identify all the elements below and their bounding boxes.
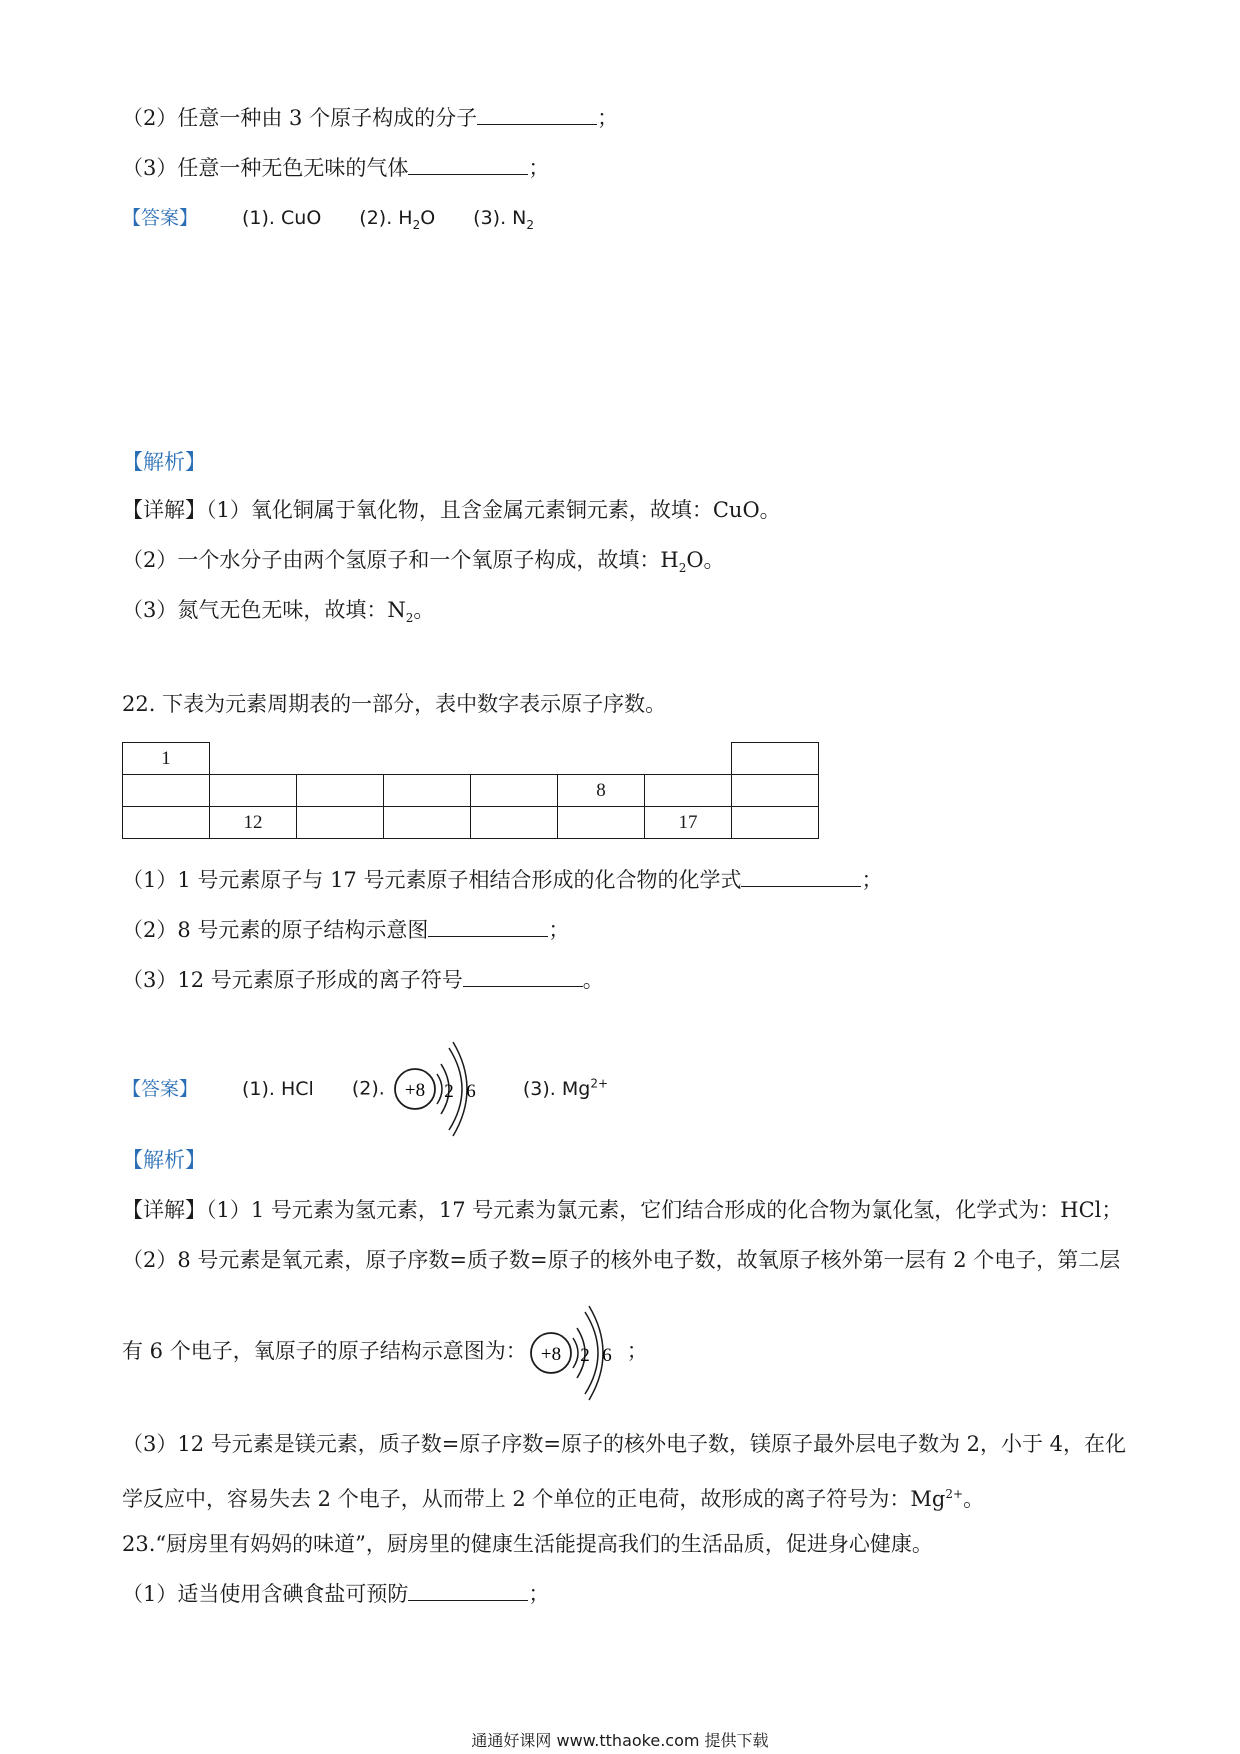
table-cell	[732, 775, 819, 807]
answer-blank[interactable]	[428, 916, 548, 937]
q22-part2: （2）8 号元素的原子结构示意图 ；	[122, 918, 570, 942]
table-cell	[384, 775, 471, 807]
q23-title: 23.“厨房里有妈妈的味道”，厨房里的健康生活能提高我们的生活品质，促进身心健康。	[122, 1532, 933, 1556]
q22-answer-3: (3). $Mg^{2+}$	[522, 1076, 609, 1100]
q21-answer	[122, 204, 572, 239]
q22-detail-1: 【详解】（1）1 号元素为氢元素，17 号元素为氯元素，它们结合形成的化合物为氯化氢，化学式为：HCl；	[122, 1198, 1123, 1222]
q23-part1: （1）适当使用含碘食盐可预防 ；	[122, 1582, 550, 1606]
table-cell	[471, 775, 558, 807]
answer-blank[interactable]	[463, 966, 583, 987]
q21-answer-2: (2). $H_2O$	[359, 207, 436, 232]
q22-answer-1: (1). HCl	[242, 1077, 314, 1100]
q21-part3-text: （3）任意一种无色无味的气体	[122, 156, 409, 180]
page-footer: 通通好课网 www.tthaoke.com 提供下载	[471, 1731, 769, 1750]
table-cell	[123, 807, 210, 839]
table-cell	[732, 807, 819, 839]
table-cell: 17	[645, 807, 732, 839]
atom-nucleus: +8	[540, 1343, 561, 1365]
atom-shell-2: 6	[466, 1081, 476, 1102]
answer-blank[interactable]	[408, 154, 528, 175]
atom-shell-2: 6	[601, 1344, 612, 1366]
atom-shell-1: 2	[579, 1344, 590, 1366]
answer-blank[interactable]	[741, 866, 861, 887]
oxygen-atom-diagram-icon	[391, 1034, 491, 1144]
detail-tag: 【详解】	[122, 1198, 206, 1222]
table-cell	[297, 807, 384, 839]
table-cell: 1	[123, 743, 210, 775]
q22-part3: （3）12 号元素原子形成的离子符号 。	[122, 968, 604, 992]
q21-detail-1: 【详解】（1）氧化铜属于氧化物，且含金属元素铜元素，故填：CuO。	[122, 498, 781, 522]
answer-tag: 【答案】	[122, 207, 199, 229]
q22-answer	[122, 1034, 608, 1144]
table-cell	[471, 743, 558, 775]
table-cell	[732, 743, 819, 775]
atom-nucleus: +8	[404, 1080, 425, 1101]
table-cell	[558, 743, 645, 775]
atom-shell-1: 2	[444, 1081, 454, 1102]
punctuation: ；	[528, 156, 550, 180]
table-cell	[645, 743, 732, 775]
q22-detail-3a: （3）12 号元素是镁元素，质子数=原子序数=原子的核外电子数，镁原子最外层电子数为 2，小于 4，在化	[122, 1432, 1127, 1456]
q21-part2-text: （2）任意一种由 3 个原子构成的分子	[122, 106, 478, 130]
answer-tag: 【答案】	[122, 1077, 199, 1100]
periodic-table-fragment	[122, 742, 819, 839]
q22-part1: （1）1 号元素原子与 17 号元素原子相结合形成的化合物的化学式 ；	[122, 868, 883, 892]
q21-part3	[122, 154, 549, 182]
q22-answer-2: (2).	[351, 1077, 385, 1100]
table-cell	[384, 807, 471, 839]
q21-detail-2: （2）一个水分子由两个氢原子和一个氧原子构成，故填：$H_2O$。	[122, 548, 725, 576]
table-cell	[297, 775, 384, 807]
table-cell	[384, 743, 471, 775]
q21-answer-3: (3). $N_2$	[473, 207, 535, 232]
table-cell	[645, 775, 732, 807]
punctuation: ；	[597, 106, 619, 130]
table-cell	[210, 743, 297, 775]
q22-title: 22. 下表为元素周期表的一部分，表中数字表示原子序数。	[122, 692, 667, 716]
table-cell	[297, 743, 384, 775]
q21-answer-1: (1). CuO	[242, 207, 322, 229]
q22-detail-2b: 有 6 个电子，氧原子的原子结构示意图为： +8 2 6 ；	[122, 1296, 648, 1408]
q21-part2	[122, 104, 618, 132]
oxygen-atom-diagram-icon	[527, 1298, 627, 1408]
table-cell: 8	[558, 775, 645, 807]
analysis-tag: 【解析】	[122, 450, 206, 474]
answer-blank[interactable]	[477, 104, 597, 125]
q22-detail-3b: 学反应中，容易失去 2 个电子，从而带上 2 个单位的正电荷，故形成的离子符号为：$Mg^{2+}$。	[122, 1487, 985, 1511]
answer-blank[interactable]	[408, 1580, 528, 1601]
analysis-tag: 【解析】	[122, 1148, 206, 1172]
q22-detail-2a: （2）8 号元素是氧元素，原子序数=质子数=原子的核外电子数，故氧原子核外第一层有 2 个电子，第二层	[122, 1248, 1121, 1272]
detail-tag: 【详解】	[122, 498, 206, 522]
table-cell	[123, 775, 210, 807]
table-cell	[210, 775, 297, 807]
table-cell	[558, 807, 645, 839]
q21-detail-3: （3）氮气无色无味，故填：$N_2$。	[122, 598, 435, 626]
table-cell	[471, 807, 558, 839]
table-cell: 12	[210, 807, 297, 839]
